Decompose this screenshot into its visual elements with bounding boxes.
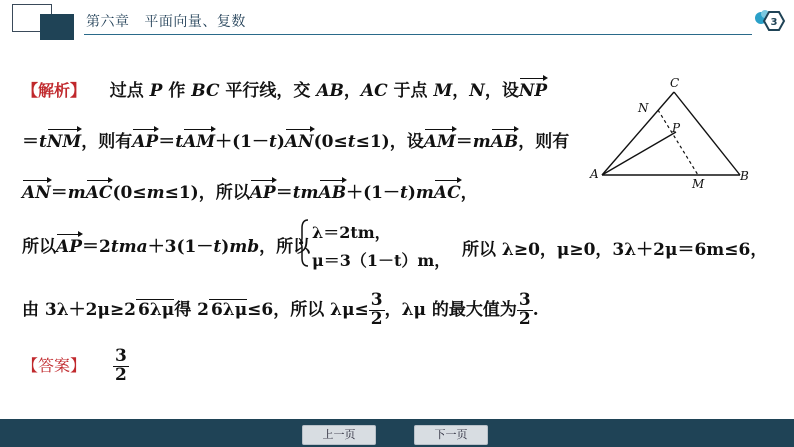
- header: [0, 0, 794, 46]
- label-p: P: [672, 121, 681, 135]
- answer-tag: 【答案】: [22, 355, 87, 375]
- answer-block: [22, 348, 129, 385]
- fraction-den: 2: [115, 364, 127, 385]
- system-eq-2: μ＝3（1－t）m，: [312, 251, 451, 270]
- text: ＋(1－: [215, 132, 269, 152]
- text: 平行线，交: [219, 81, 317, 101]
- text: ，所以: [259, 237, 311, 257]
- fraction: [369, 292, 385, 329]
- text: ): [407, 183, 416, 203]
- text: t: [268, 132, 277, 152]
- text: ，λμ 的最大值为: [384, 299, 517, 320]
- chapter-label: 第六章: [86, 14, 130, 30]
- vector: NP: [518, 81, 548, 101]
- prev-page-button[interactable]: 上一页: [302, 425, 376, 445]
- segment-ap: [602, 132, 676, 175]
- chapter-title: [86, 11, 246, 31]
- text: t: [175, 132, 184, 152]
- text: m: [146, 183, 165, 203]
- text: t: [213, 237, 222, 257]
- text: .: [532, 299, 539, 320]
- text: ＝2: [81, 237, 111, 257]
- vector: AB: [318, 183, 347, 203]
- text: ＝: [50, 183, 68, 203]
- label-m: M: [692, 177, 705, 190]
- analysis-line-3: [22, 178, 478, 203]
- topic-label: 平面向量、复数: [144, 14, 246, 30]
- text: t: [39, 132, 47, 152]
- text: ＝: [455, 132, 473, 152]
- text: ，则有: [518, 132, 570, 152]
- text: AC: [360, 81, 388, 101]
- text: m: [472, 132, 491, 152]
- text: 于点: [387, 81, 434, 101]
- fraction-den: 2: [518, 308, 531, 329]
- vector: AP: [249, 183, 276, 203]
- label-n: N: [638, 101, 649, 115]
- side-bc: [674, 92, 740, 175]
- analysis-tag: 【解析】: [22, 81, 87, 100]
- vector: AM: [423, 132, 456, 152]
- vector: AN: [22, 183, 51, 203]
- vector: AP: [56, 237, 82, 257]
- header-deco-fill: [40, 14, 74, 40]
- text: ，: [460, 183, 478, 203]
- footer-bar: [0, 419, 794, 447]
- triangle-diagram: [578, 70, 778, 190]
- text: P: [149, 81, 163, 101]
- text: 过点: [109, 81, 150, 101]
- vector: AC: [433, 183, 461, 203]
- label-c: C: [670, 76, 680, 90]
- text: ＋3(1－: [147, 237, 214, 257]
- text: BC: [191, 81, 220, 101]
- text: N: [469, 81, 485, 101]
- text: 得 2: [174, 299, 209, 320]
- text: mb: [229, 237, 260, 257]
- vector: AM: [183, 132, 216, 152]
- text: (0≤: [112, 183, 147, 203]
- text: 作: [162, 81, 192, 101]
- system-brace: [298, 218, 310, 268]
- text: ): [221, 237, 230, 257]
- text: ，设: [484, 81, 519, 101]
- text: ，则有: [81, 132, 133, 152]
- analysis-line-4-tail: 所以 λ≥0，μ≥0，3λ＋2μ＝6m≤6，: [462, 240, 768, 260]
- segment-nm: [658, 110, 698, 175]
- answer-fraction: [113, 348, 129, 385]
- vector: NM: [46, 132, 82, 152]
- vector: AP: [132, 132, 159, 152]
- next-page-button[interactable]: 下一页: [414, 425, 488, 445]
- analysis-line-5: [22, 292, 539, 329]
- fraction-num: 3: [518, 290, 531, 310]
- fraction-num: 3: [370, 290, 383, 310]
- text: 由 3λ＋2μ≥2: [22, 299, 137, 320]
- text: ＝: [275, 183, 293, 203]
- text: (0≤: [313, 132, 348, 152]
- vector: AB: [490, 132, 519, 152]
- page-number-badge: [752, 6, 786, 40]
- text: m: [67, 183, 86, 203]
- text: ＝: [158, 132, 176, 152]
- fraction: [517, 292, 533, 329]
- text: tm: [292, 183, 319, 203]
- text: tma: [110, 237, 148, 257]
- fraction-den: 2: [370, 308, 383, 329]
- system-eq-1: λ＝2tm，: [312, 223, 391, 242]
- text: ＋(1－: [346, 183, 400, 203]
- sqrt-expr: 6λμ: [138, 299, 175, 320]
- vector: AC: [85, 183, 113, 203]
- sqrt-expr: 6λμ: [210, 299, 248, 320]
- text: M: [433, 81, 453, 101]
- analysis-line-2: [22, 127, 569, 152]
- analysis-line-4: [22, 232, 310, 257]
- text: ≤1)，设: [355, 132, 424, 152]
- text: t: [347, 132, 356, 152]
- fraction-num: 3: [115, 346, 127, 366]
- label-b: B: [740, 169, 749, 183]
- label-a: A: [590, 167, 599, 181]
- vector: AN: [284, 132, 314, 152]
- text: ≤1)，所以: [164, 183, 250, 203]
- page-number: 3: [770, 17, 778, 28]
- text: ，: [343, 81, 361, 101]
- text: ，: [452, 81, 470, 101]
- header-rule: [84, 34, 752, 35]
- text: AB: [316, 81, 344, 101]
- text: t: [399, 183, 408, 203]
- text: ≤6，所以 λμ≤: [247, 299, 369, 320]
- analysis-line-1: [22, 76, 547, 101]
- text: ): [276, 132, 285, 152]
- text: ＝: [22, 132, 39, 152]
- text: 所以: [22, 237, 56, 257]
- text: m: [415, 183, 434, 203]
